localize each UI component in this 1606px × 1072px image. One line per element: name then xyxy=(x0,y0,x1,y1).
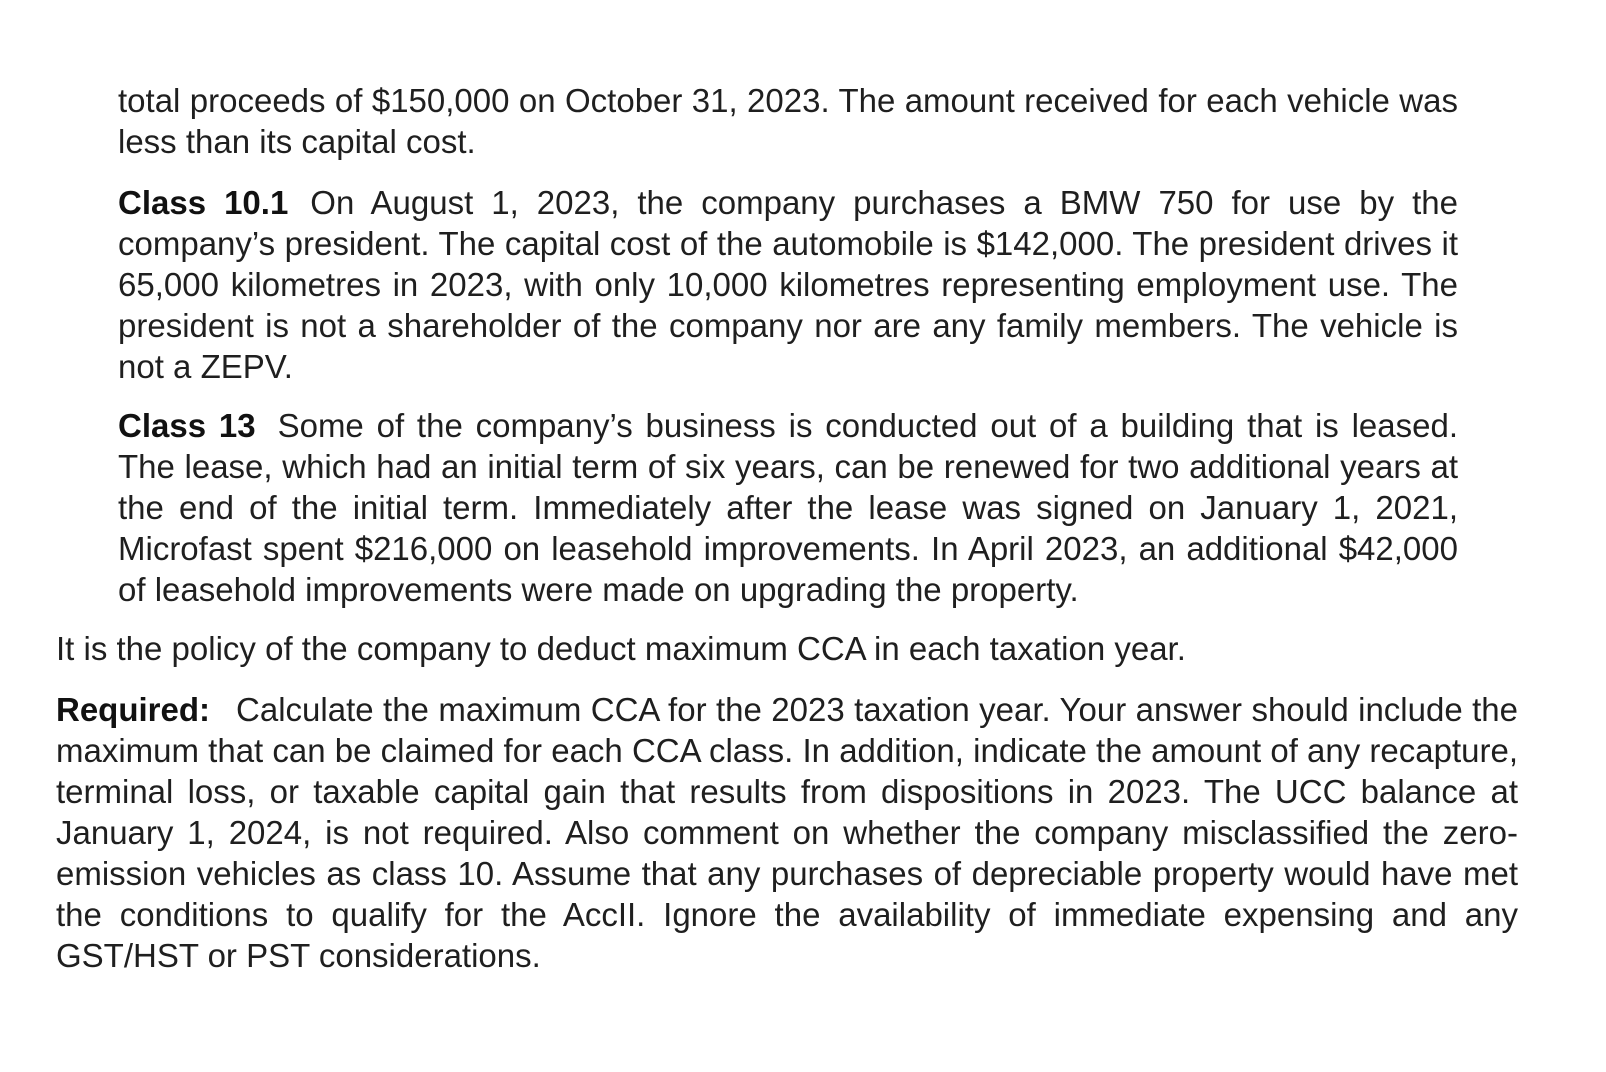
intro-text: total proceeds of $150,000 on October 31, 2023. The amount received for each vehicle was less than its capital cost. xyxy=(118,82,1458,160)
required-heading: Required: xyxy=(56,691,211,728)
class-10-1-paragraph xyxy=(118,182,1458,387)
class-10-1-heading: Class 10.1 xyxy=(118,184,289,221)
intro-paragraph xyxy=(118,80,1458,162)
required-body: Calculate the maximum CCA for the 2023 taxation year. Your answer should include the maximum that can be claimed for each CCA class. In addition, indicate the amount of any recapture, terminal loss, or taxable capital gain that results from dispositions in 2023. The UCC balance at January 1, 2024, is not required. Also comment on whether the company misclassified the zero-emission vehicles as class 10. Assume that any purchases of depreciable property would have met the conditions to qualify for the AccII. Ignore the availability of immediate expensing and any GST/HST or PST considerations. xyxy=(56,691,1518,974)
policy-text: It is the policy of the company to deduct maximum CCA in each taxation year. xyxy=(56,630,1186,667)
policy-paragraph xyxy=(56,628,1518,669)
class-13-heading: Class 13 xyxy=(118,407,256,444)
class-13-paragraph xyxy=(118,405,1458,610)
required-paragraph xyxy=(56,689,1518,976)
class-10-1-body: On August 1, 2023, the company purchases a BMW 750 for use by the company’s president. The capital cost of the automobile is $142,000. The president drives it 65,000 kilometres in 2023, with only 10,000 kilometres representing employment use. The president is not a shareholder of the company nor are any family members. The vehicle is not a ZEPV. xyxy=(118,184,1458,385)
class-13-body: Some of the company’s business is conducted out of a building that is leased. The lease, which had an initial term of six years, can be renewed for two additional years at the end of the initial term. Immediately after the lease was signed on January 1, 2021, Microfast spent $216,000 on leasehold improvements. In April 2023, an additional $42,000 of leasehold improvements were made on upgrading the property. xyxy=(118,407,1458,608)
